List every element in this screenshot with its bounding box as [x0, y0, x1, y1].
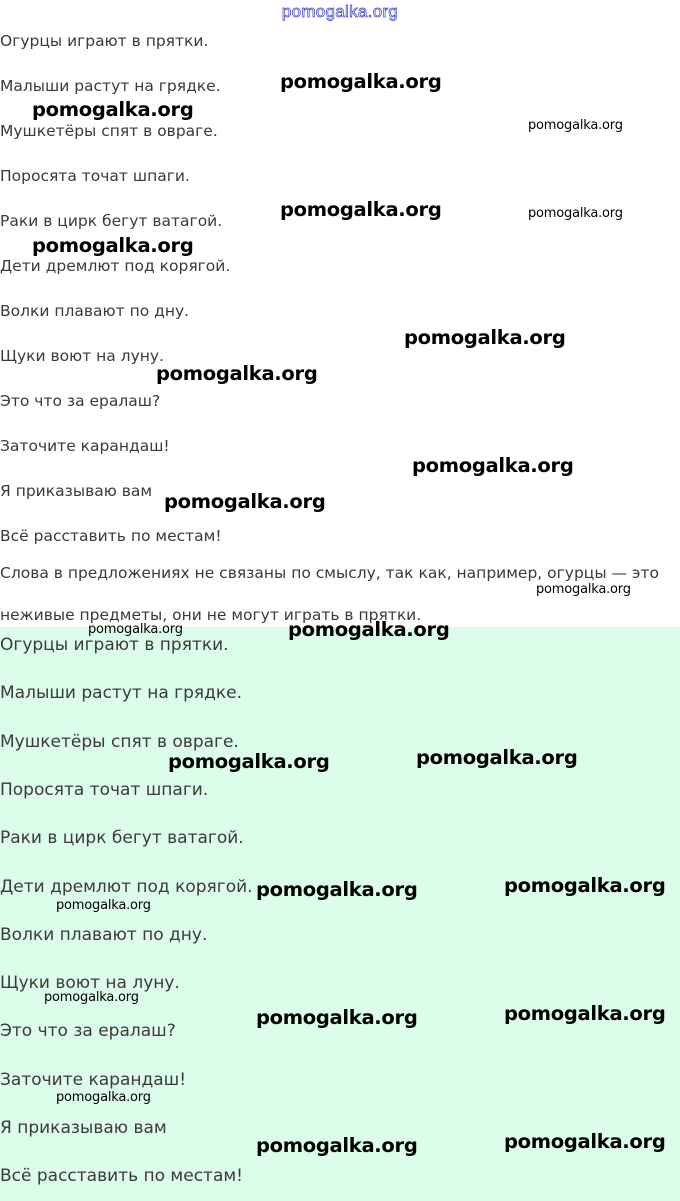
watermark: pomogalka.org [256, 1006, 418, 1029]
poem-line: Малыши растут на грядке. [0, 77, 221, 95]
answer-line: Мушкетёры спят в овраге. [0, 732, 239, 752]
answer-line: Это что за ералаш? [0, 1021, 176, 1041]
answer-line: Поросята точат шпаги. [0, 780, 209, 800]
answer-line: Заточите карандаш! [0, 1070, 187, 1090]
watermark: pomogalka.org [412, 454, 574, 477]
watermark: pomogalka.org [256, 878, 418, 901]
poem-line: Раки в цирк бегут ватагой. [0, 212, 223, 230]
poem-line: Заточите карандаш! [0, 437, 170, 455]
watermark: pomogalka.org [504, 874, 666, 897]
watermark: pomogalka.org [88, 622, 183, 637]
answer-line: Всё расставить по местам! [0, 1166, 243, 1186]
watermark: pomogalka.org [288, 618, 450, 641]
watermark: pomogalka.org [280, 70, 442, 93]
explanation-line: неживые предметы, они не могут играть в прятки. [0, 606, 422, 624]
answer-block [0, 627, 680, 1201]
watermark: pomogalka.org [280, 198, 442, 221]
answer-line: Малыши растут на грядке. [0, 683, 242, 703]
watermark: pomogalka.org [528, 118, 623, 133]
watermark: pomogalka.org [56, 1090, 151, 1105]
watermark: pomogalka.org [168, 750, 330, 773]
answer-line: Раки в цирк бегут ватагой. [0, 828, 244, 848]
poem-line: Я приказываю вам [0, 482, 153, 500]
poem-line: Щуки воют на луну. [0, 347, 164, 365]
watermark: pomogalka.org [56, 898, 151, 913]
answer-line: Я приказываю вам [0, 1118, 167, 1138]
watermark: pomogalka.org [528, 206, 623, 221]
poem-line: Мушкетёры спят в овраге. [0, 122, 218, 140]
poem-line: Дети дремлют под корягой. [0, 257, 231, 275]
answer-line: Огурцы играют в прятки. [0, 635, 229, 655]
poem-line: Всё расставить по местам! [0, 527, 222, 545]
watermark: pomogalka.org [164, 490, 326, 513]
watermark: pomogalka.org [32, 234, 194, 257]
poem-line: Это что за ералаш? [0, 392, 161, 410]
answer-line: Щуки воют на луну. [0, 973, 180, 993]
poem-line: Волки плавают по дну. [0, 302, 190, 320]
watermark: pomogalka.org [404, 326, 566, 349]
explanation-line: Слова в предложениях не связаны по смыслу, так как, например, огурцы — это [0, 564, 659, 582]
poem-line: Поросята точат шпаги. [0, 167, 190, 185]
watermark: pomogalka.org [504, 1130, 666, 1153]
answer-line: Волки плавают по дну. [0, 925, 208, 945]
watermark: pomogalka.org [32, 98, 194, 121]
watermark: pomogalka.org [156, 362, 318, 385]
watermark: pomogalka.org [536, 582, 631, 597]
watermark: pomogalka.org [256, 1134, 418, 1157]
site-header[interactable]: pomogalka.org [281, 2, 399, 21]
watermark: pomogalka.org [504, 1002, 666, 1025]
watermark: pomogalka.org [416, 746, 578, 769]
watermark: pomogalka.org [44, 990, 139, 1005]
answer-line: Дети дремлют под корягой. [0, 877, 253, 897]
poem-line: Огурцы играют в прятки. [0, 32, 209, 50]
